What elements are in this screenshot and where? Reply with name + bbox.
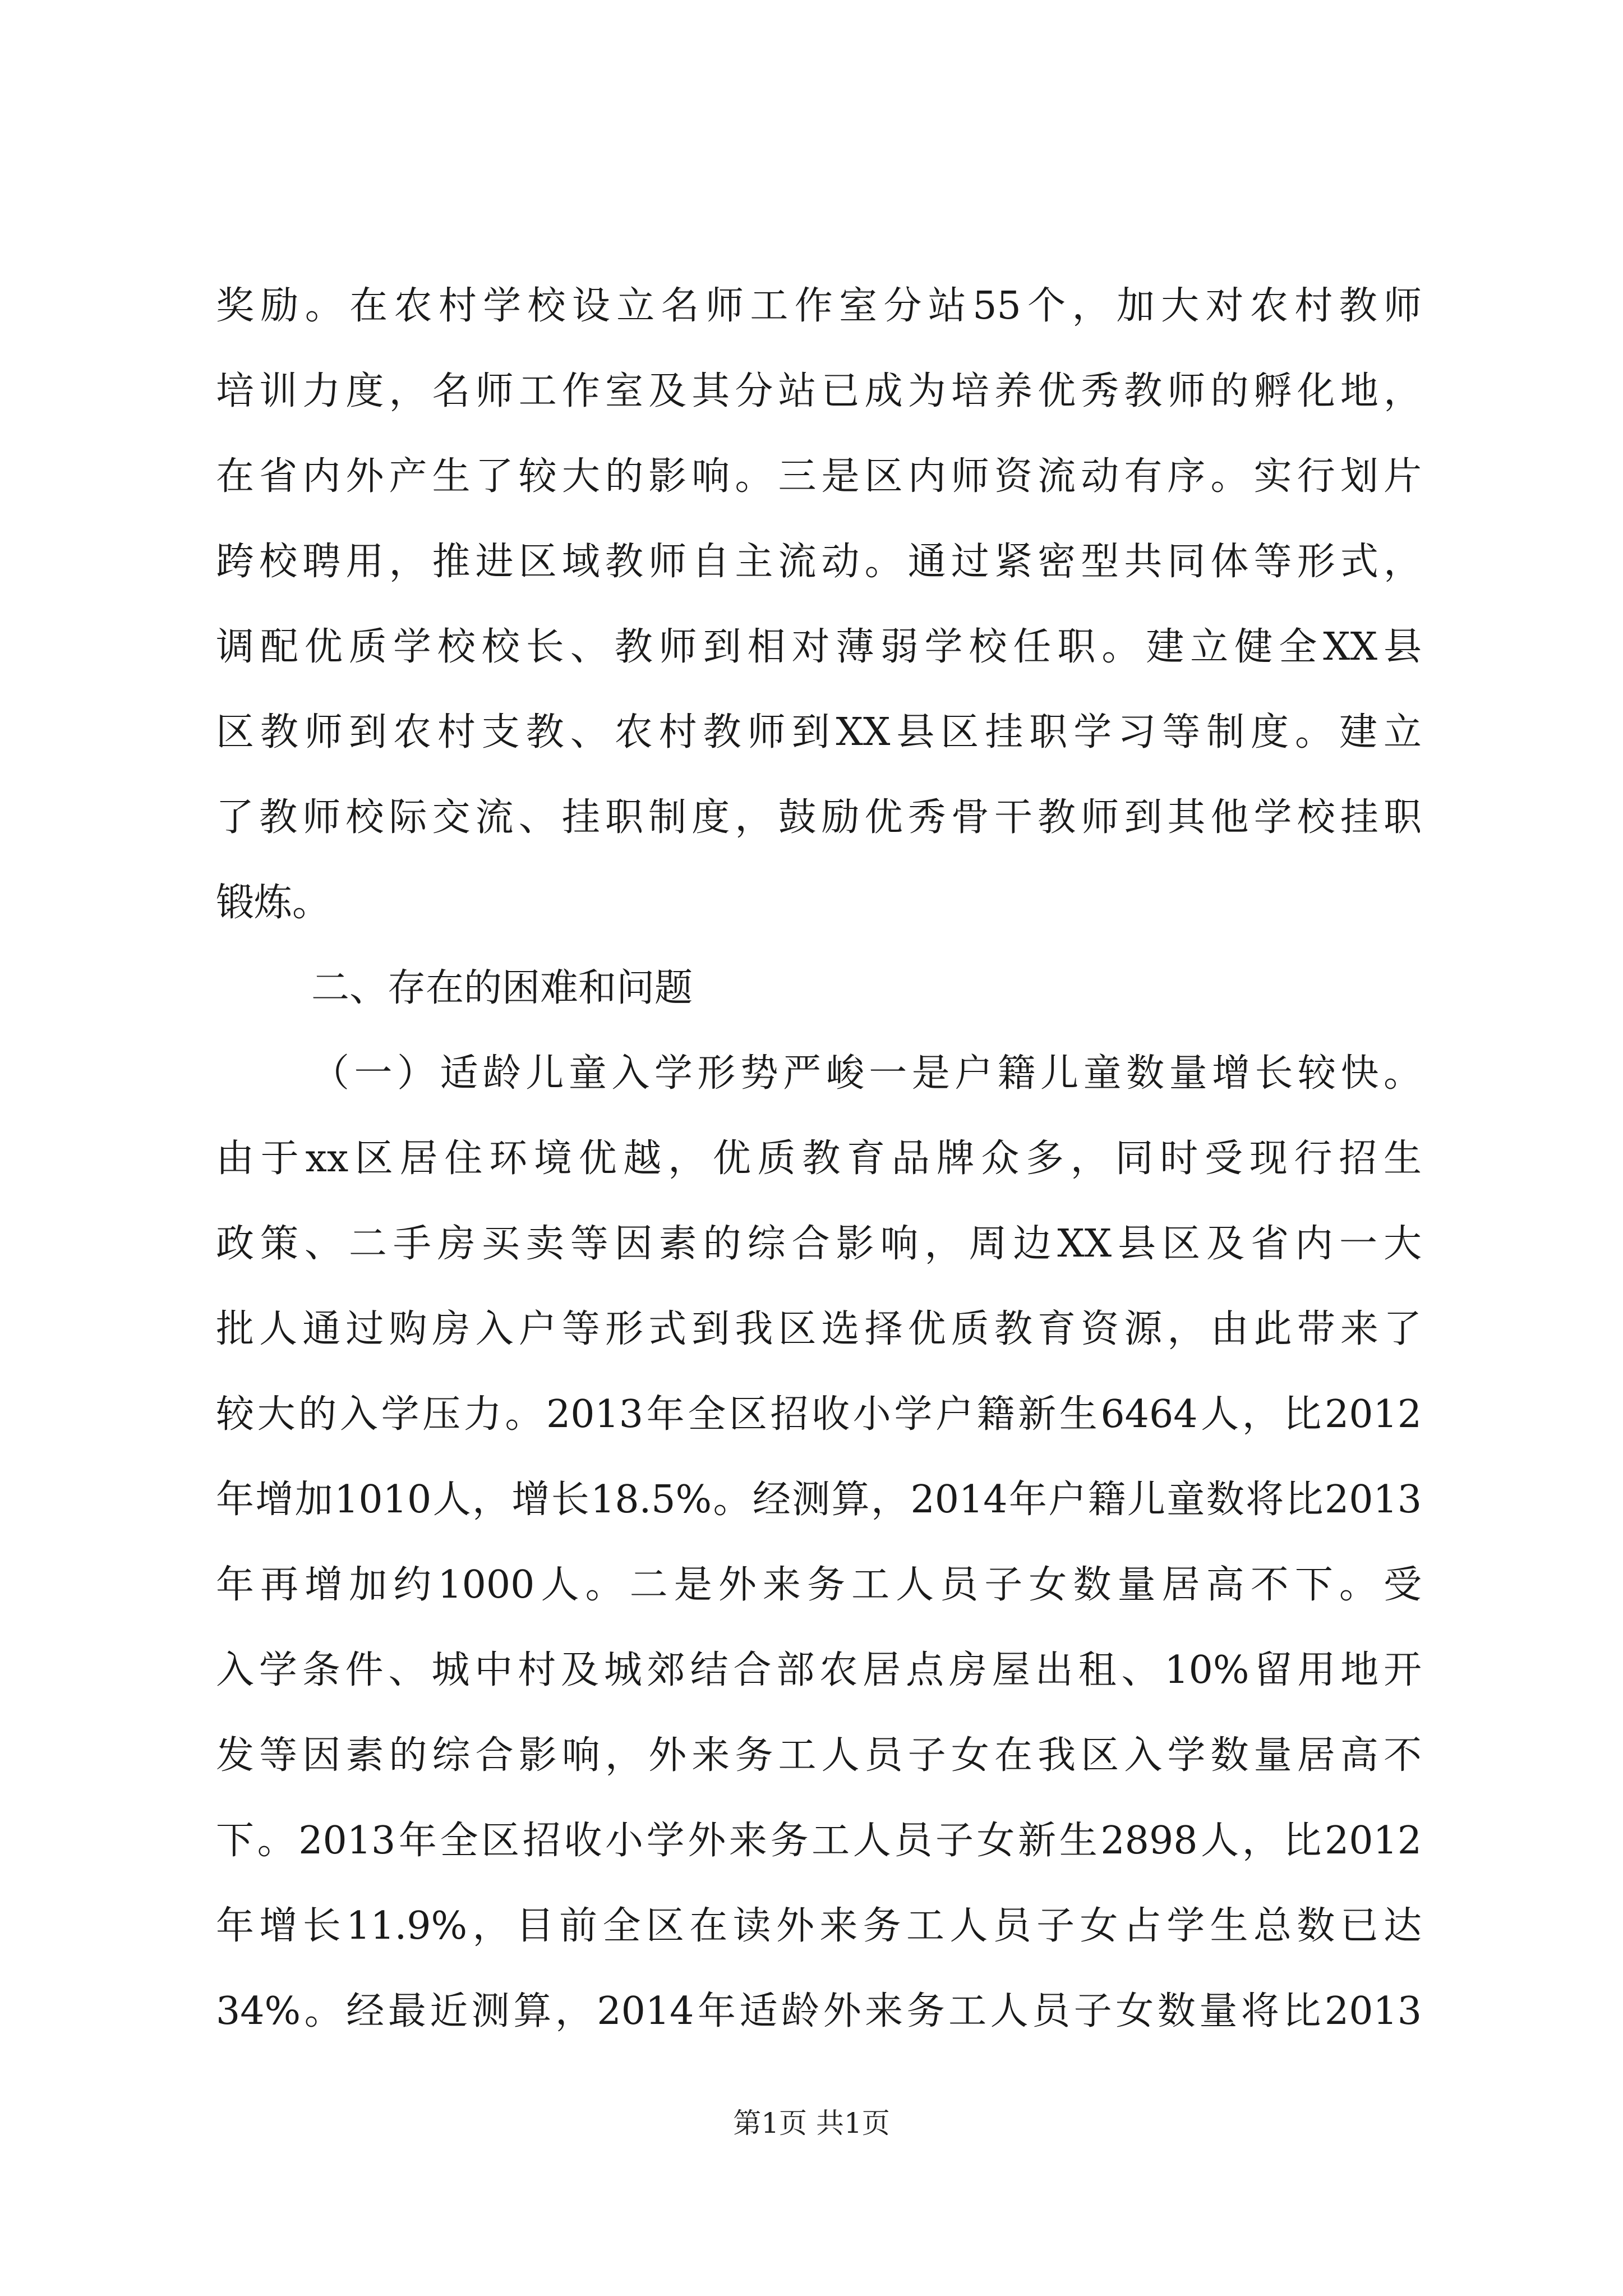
body-line: 了教师校际交流、挂职制度，鼓励优秀骨干教师到其他学校挂职	[216, 795, 1422, 840]
body-line: 区教师到农村支教、农村教师到XX县区挂职学习等制度。建立	[216, 710, 1422, 754]
body-line: 由于xx区居住环境优越，优质教育品牌众多，同时受现行招生	[216, 1137, 1422, 1181]
body-line: 培训力度，名师工作室及其分站已成为培养优秀教师的孵化地，	[216, 369, 1422, 413]
body-line: 发等因素的综合影响，外来务工人员子女在我区入学数量居高不	[216, 1733, 1422, 1778]
body-line: 下。2013年全区招收小学外来务工人员子女新生2898人，比2012	[216, 1819, 1422, 1863]
subsection-heading-line: （一）适龄儿童入学形势严峻一是户籍儿童数量增长较快。	[311, 1051, 1422, 1096]
body-line: 较大的入学压力。2013年全区招收小学户籍新生6464人，比2012	[216, 1392, 1422, 1437]
body-line: 34%。经最近测算，2014年适龄外来务工人员子女数量将比2013	[216, 1989, 1422, 2033]
body-line: 年增长11.9%，目前全区在读外来务工人员子女占学生总数已达	[216, 1904, 1422, 1948]
body-line: 政策、二手房买卖等因素的综合影响，周边XX县区及省内一大	[216, 1222, 1422, 1266]
body-line: 在省内外产生了较大的影响。三是区内师资流动有序。实行划片	[216, 454, 1422, 499]
body-line: 锻炼。	[216, 881, 331, 925]
body-line: 调配优质学校校长、教师到相对薄弱学校任职。建立健全XX县	[216, 625, 1422, 669]
body-line: 年增加1010人，增长18.5%。经测算，2014年户籍儿童数将比2013	[216, 1478, 1422, 1522]
body-line: 跨校聘用，推进区域教师自主流动。通过紧密型共同体等形式，	[216, 540, 1422, 584]
page-number-footer: 第1页 共1页	[733, 2107, 890, 2139]
section-heading: 二、存在的困难和问题	[311, 966, 693, 1010]
body-line: 入学条件、城中村及城郊结合部农居点房屋出租、10%留用地开	[216, 1648, 1422, 1692]
body-line: 奖励。在农村学校设立名师工作室分站55个，加大对农村教师	[216, 284, 1422, 328]
body-line: 批人通过购房入户等形式到我区选择优质教育资源，由此带来了	[216, 1307, 1422, 1351]
document-body	[216, 264, 1422, 2054]
body-line: 年再增加约1000人。二是外来务工人员子女数量居高不下。受	[216, 1563, 1422, 1607]
